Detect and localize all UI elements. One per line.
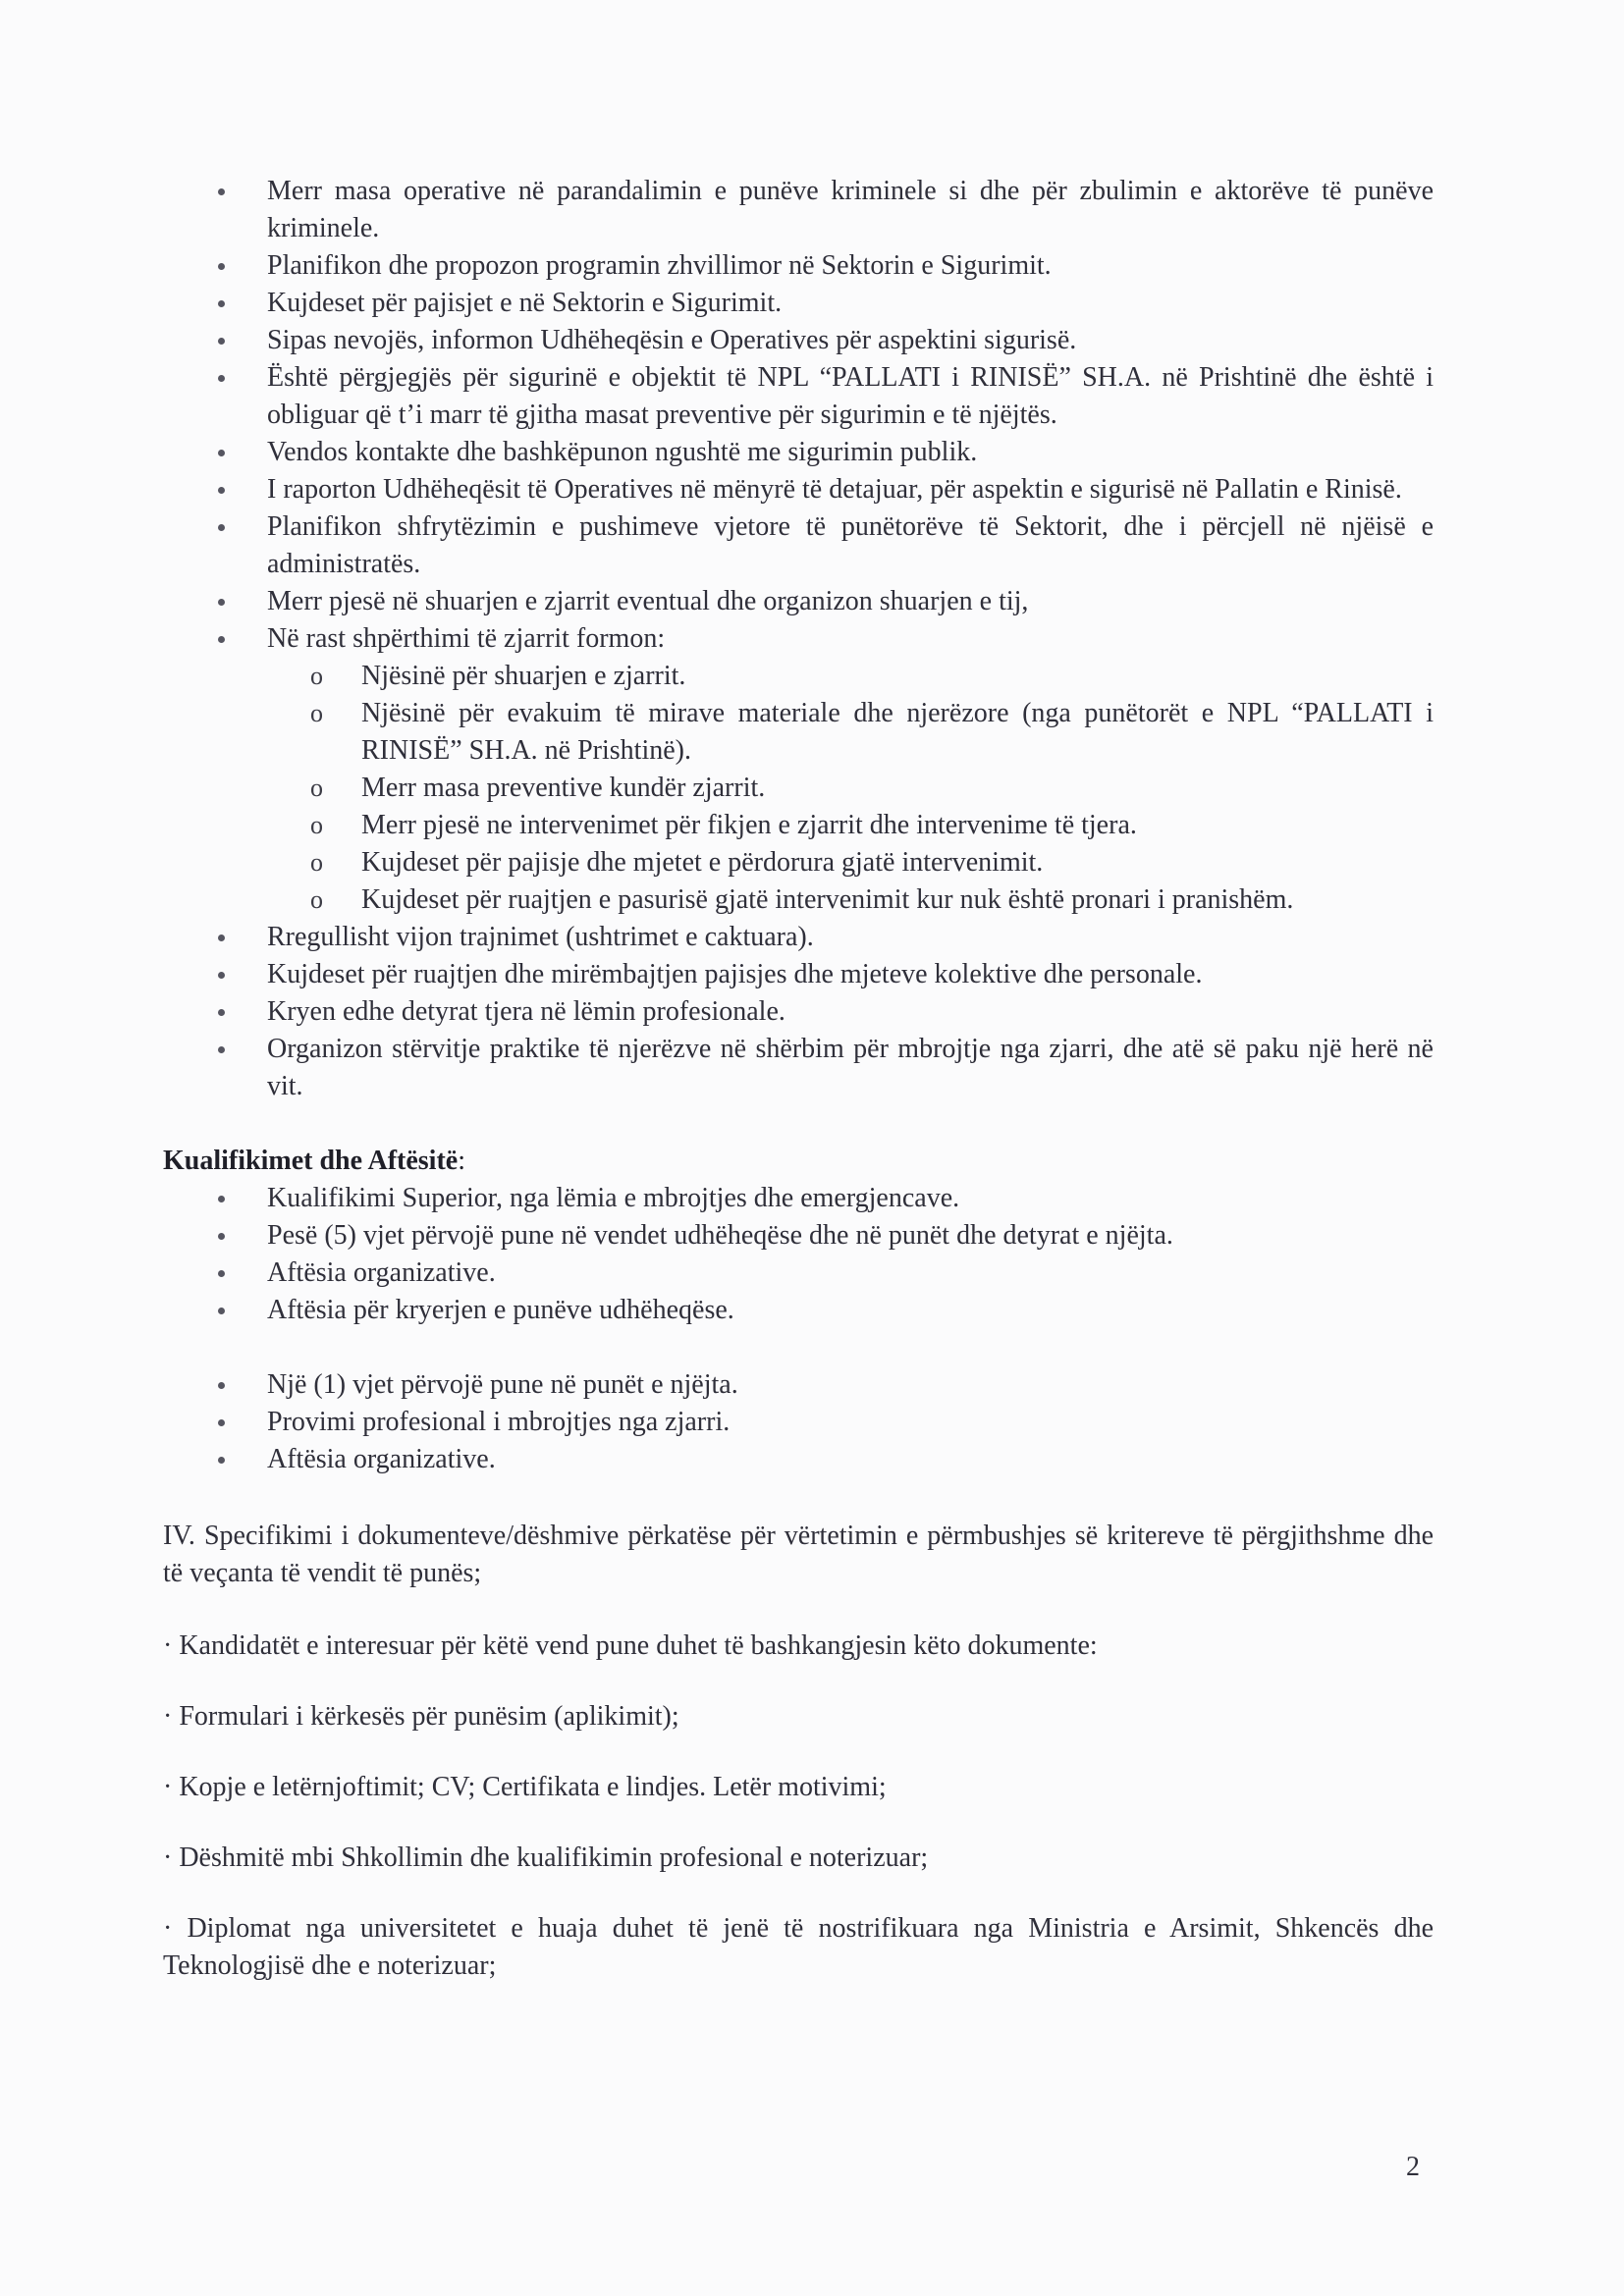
list-item: Sipas nevojës, informon Udhëheqësin e Operatives për aspektini sigurisë.: [163, 322, 1434, 359]
list-item: Kryen edhe detyrat tjera në lëmin profesionale.: [163, 993, 1434, 1031]
document-item: · Kopje e letërnjoftimit; CV; Certifikata e lindjes. Letër motivimi;: [163, 1772, 887, 1802]
list-item-fire: [163, 620, 1434, 919]
list-item: Aftësia për kryerjen e punëve udhëheqëse.: [163, 1292, 1434, 1329]
list-item: Vendos kontakte dhe bashkëpunon ngushtë me sigurimin publik.: [163, 434, 1434, 471]
page-number: 2: [1406, 2152, 1420, 2182]
sublist-item: o Kujdeset për pajisje dhe mjetet e përdorura gjatë intervenimit.: [163, 844, 1434, 881]
list-item: Kualifikimi Superior, nga lëmia e mbrojtjes dhe emergjencave.: [163, 1180, 1434, 1217]
document-item: · Diplomat nga universitetet e huaja duhet të jenë të nostrifikuara nga Ministria e Arsimit, Shkencës dhe Teknologjisë dhe e noterizuar;: [163, 1913, 1434, 1981]
sublist-item: o Merr masa preventive kundër zjarrit.: [163, 770, 1434, 807]
qualifications-list-2: [163, 1366, 1434, 1478]
list-item: Pesë (5) vjet përvojë pune në vendet udhëheqëse dhe në punët dhe detyrat e njëjta.: [163, 1217, 1434, 1255]
list-item: Aftësia organizative.: [163, 1441, 1434, 1478]
sublist-item: o Njësinë për shuarjen e zjarrit.: [163, 658, 1434, 695]
document-item: · Dëshmitë mbi Shkollimin dhe kualifikimin profesional e noterizuar;: [163, 1842, 929, 1873]
duties-list: [163, 173, 1434, 1105]
list-item: Organizon stërvitje praktike të njerëzve në shërbim për mbrojtje nga zjarri, dhe atë së paku një herë në vit.: [163, 1031, 1434, 1105]
list-item: Kujdeset për ruajtjen dhe mirëmbajtjen pajisjes dhe mjeteve kolektive dhe personale.: [163, 956, 1434, 993]
qualifications-heading-text: Kualifikimet dhe Aftësitë: [163, 1146, 459, 1176]
list-item: Planifikon dhe propozon programin zhvillimor në Sektorin e Sigurimit.: [163, 247, 1434, 285]
list-item: Është përgjegjës për sigurinë e objektit të NPL “PALLATI i RINISË” SH.A. në Prishtinë dhe është i obliguar që t’i marr të gjitha masat preventive për sigurimin e të njëjtës.: [163, 359, 1434, 434]
fire-sublist: [267, 658, 1434, 919]
list-item: Aftësia organizative.: [163, 1255, 1434, 1292]
list-item: Merr masa operative në parandalimin e punëve kriminele si dhe për zbulimin e aktorëve të punëve kriminele.: [163, 173, 1434, 247]
sublist-item: o Merr pjesë ne intervenimet për fikjen e zjarrit dhe intervenime të tjera.: [163, 807, 1434, 844]
document-item: · Kandidatët e interesuar për këtë vend pune duhet të bashkangjesin këto dokumente:: [163, 1630, 1098, 1661]
list-item: Provimi profesional i mbrojtjes nga zjarri.: [163, 1404, 1434, 1441]
qualifications-heading-colon: :: [458, 1146, 465, 1176]
list-item: Një (1) vjet përvojë pune në punët e njëjta.: [163, 1366, 1434, 1404]
list-item: Rregullisht vijon trajnimet (ushtrimet e caktuara).: [163, 919, 1434, 956]
list-item: Kujdeset për pajisjet e në Sektorin e Sigurimit.: [163, 285, 1434, 322]
qualifications-heading: [163, 1143, 1434, 1180]
list-item: Planifikon shfrytëzimin e pushimeve vjetore të punëtorëve të Sektorit, dhe i përcjell në njëisë e administratës.: [163, 508, 1434, 583]
qualifications-list: [163, 1180, 1434, 1329]
document-body: [163, 173, 1434, 1985]
list-item: I raporton Udhëheqësit të Operatives në mënyrë të detajuar, për aspektin e sigurisë në Pallatin e Rinisë.: [163, 471, 1434, 508]
sublist-item: o Kujdeset për ruajtjen e pasurisë gjatë intervenimit kur nuk është pronari i pranishëm.: [163, 881, 1434, 919]
sublist-item: o Njësinë për evakuim të mirave materiale dhe njerëzore (nga punëtorët e NPL “PALLATI i RINISË” SH.A. në Prishtinë).: [163, 695, 1434, 770]
section-iv-heading: IV. Specifikimi i dokumenteve/dëshmive përkatëse për vërtetimin e përmbushjes së kritereve të përgjithshme dhe të veçanta të vendit të punës;: [163, 1521, 1434, 1588]
spacer: [163, 1329, 1434, 1366]
list-item-label: Në rast shpërthimi të zjarrit formon:: [267, 623, 666, 654]
document-item: · Formulari i kërkesës për punësim (aplikimit);: [163, 1701, 679, 1732]
list-item: Merr pjesë në shuarjen e zjarrit eventual dhe organizon shuarjen e tij,: [163, 583, 1434, 620]
